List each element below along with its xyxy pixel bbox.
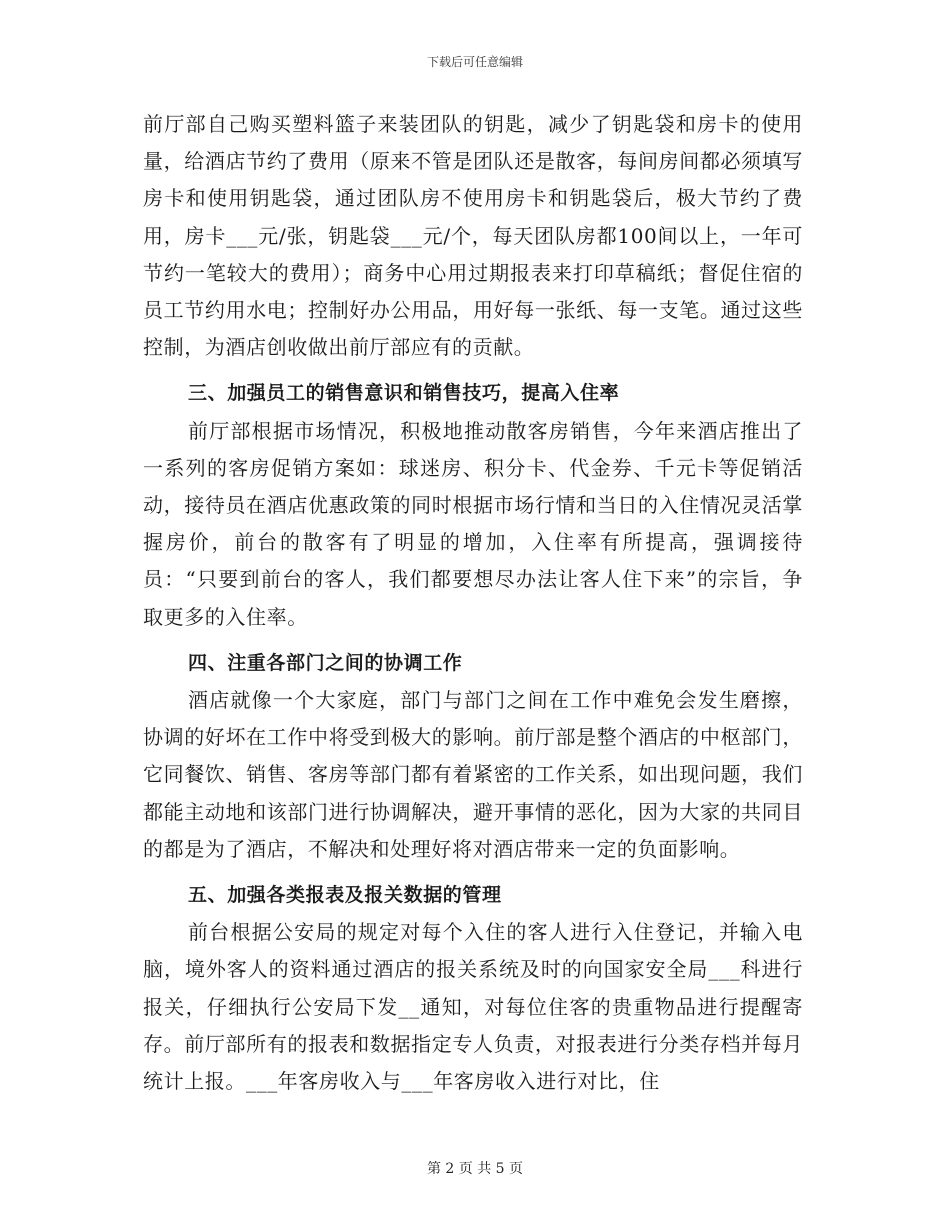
paragraph-cost-saving: 前厅部自己购买塑料篮子来装团队的钥匙，减少了钥匙袋和房卡的使用量，给酒店节约了费用（原来不管是团队还是散客，每间房间都必须填写房卡和使用钥匙袋，通过团队房不使用房卡和钥匙袋后，极大节约了费用，房卡___元/张，钥匙袋___元/个，每天团队房都100间以上，一年可节约一笔较大的费用）；商务中心用过期报表来打印草稿纸；督促住宿的员工节约用水电；控制好办公用品，用好每一张纸、每一支笔。通过这些控制，为酒店创收做出前厅部应有的贡献。 bbox=[143, 112, 803, 360]
section-heading-reports: 五、加强各类报表及报关数据的管理 bbox=[188, 884, 502, 907]
page-content bbox=[143, 106, 803, 1100]
paragraph-coordination: 酒店就像一个大家庭，部门与部门之间在工作中难免会发生磨擦，协调的好坏在工作中将受到极大的影响。前厅部是整个酒店的中枢部门，它同餐饮、销售、客房等部门都有着紧密的工作关系，如出现问题，我们都能主动地和该部门进行协调解决，避开事情的恶化，因为大家的共同目的都是为了酒店，不解决和处理好将对酒店带来一定的负面影响。 bbox=[143, 688, 803, 861]
page-header-note: 下载后可任意编辑 bbox=[426, 55, 523, 69]
section-heading-coordination: 四、注重各部门之间的协调工作 bbox=[188, 651, 463, 674]
section-heading-sales: 三、加强员工的销售意识和销售技巧，提高入住率 bbox=[188, 382, 620, 405]
paragraph-reports: 前台根据公安局的规定对每个入住的客人进行入住登记，并输入电脑，境外客人的资料通过酒店的报关系统及时的向国家安全局___科进行报关，仔细执行公安局下发__通知，对每位住客的贵重物品进行提醒寄存。前厅部所有的报表和数据指定专人负责，对报表进行分类存档并每月统计上报。___年客房收入与___年客房收入进行对比，住 bbox=[143, 920, 803, 1094]
paragraph-sales: 前厅部根据市场情况，积极地推动散客房销售，今年来酒店推出了一系列的客房促销方案如：球迷房、积分卡、代金券、千元卡等促销活动，接待员在酒店优惠政策的同时根据市场行情和当日的入住情况灵活掌握房价，前台的散客有了明显的增加，入住率有所提高，强调接待员：“只要到前台的客人，我们都要想尽办法让客人住下来”的宗旨，争取更多的入住率。 bbox=[143, 418, 803, 629]
page-number-footer: 第 2 页 共 5 页 bbox=[426, 1161, 524, 1177]
